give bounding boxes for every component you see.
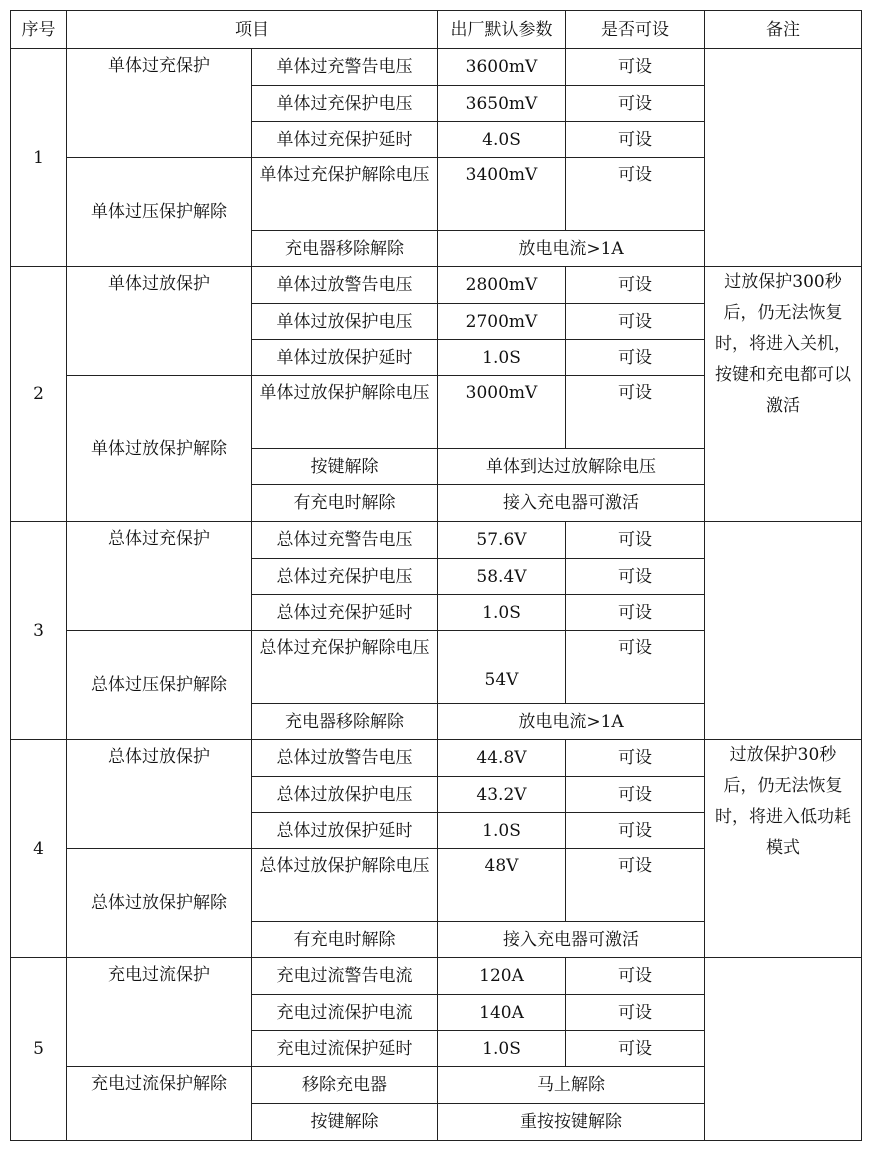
settable-flag: 可设 (566, 340, 705, 376)
param-name: 单体过充保护延时 (252, 122, 438, 158)
settable-flag: 可设 (566, 958, 705, 995)
param-name: 有充电时解除 (252, 922, 438, 958)
header-row (11, 11, 862, 49)
param-name: 总体过放保护解除电压 (252, 849, 438, 922)
param-value: 48V (438, 849, 566, 922)
header-settable: 是否可设 (566, 11, 705, 49)
param-value: 1.0S (438, 813, 566, 849)
header-default-value: 出厂默认参数 (438, 11, 566, 49)
param-value: 1.0S (438, 340, 566, 376)
settable-flag: 可设 (566, 849, 705, 922)
merged-value: 放电电流>1A (438, 231, 705, 267)
section-name: 单体过放保护 (67, 267, 252, 376)
param-value: 44.8V (438, 740, 566, 777)
section-name: 单体过充保护 (67, 49, 252, 158)
param-value: 3000mV (438, 376, 566, 449)
merged-value: 单体到达过放解除电压 (438, 449, 705, 485)
param-name: 单体过放保护电压 (252, 304, 438, 340)
group-number: 1 (11, 49, 67, 267)
settable-flag: 可设 (566, 813, 705, 849)
param-value: 43.2V (438, 777, 566, 813)
param-name: 充电器移除解除 (252, 704, 438, 740)
group-number: 2 (11, 267, 67, 522)
param-name: 单体过放警告电压 (252, 267, 438, 304)
param-name: 移除充电器 (252, 1067, 438, 1104)
table-row (11, 958, 862, 995)
section-name: 充电过流保护 (67, 958, 252, 1067)
settable-flag: 可设 (566, 49, 705, 86)
param-value: 3650mV (438, 86, 566, 122)
merged-value: 接入充电器可激活 (438, 485, 705, 522)
param-value: 140A (438, 995, 566, 1031)
param-name: 单体过放保护延时 (252, 340, 438, 376)
param-value: 57.6V (438, 522, 566, 559)
section-name: 充电过流保护解除 (67, 1067, 252, 1141)
settable-flag: 可设 (566, 559, 705, 595)
group-note (705, 958, 862, 1141)
merged-value: 马上解除 (438, 1067, 705, 1104)
table-row (11, 740, 862, 777)
merged-value: 重按按键解除 (438, 1104, 705, 1141)
param-name: 总体过放保护电压 (252, 777, 438, 813)
group-number: 4 (11, 740, 67, 958)
group-note (705, 522, 862, 740)
param-name: 充电过流保护电流 (252, 995, 438, 1031)
section-name: 总体过放保护 (67, 740, 252, 849)
section-name: 单体过压保护解除 (67, 158, 252, 267)
group-note (705, 49, 862, 267)
settable-flag: 可设 (566, 740, 705, 777)
header-note: 备注 (705, 11, 862, 49)
settable-flag: 可设 (566, 158, 705, 231)
param-value: 3600mV (438, 49, 566, 86)
param-name: 按键解除 (252, 1104, 438, 1141)
param-value: 2800mV (438, 267, 566, 304)
section-name: 总体过充保护 (67, 522, 252, 631)
table-row (11, 522, 862, 559)
settable-flag: 可设 (566, 304, 705, 340)
param-name: 充电过流警告电流 (252, 958, 438, 995)
settable-flag: 可设 (566, 595, 705, 631)
param-name: 充电过流保护延时 (252, 1031, 438, 1067)
group-note: 过放保护30秒后，仍无法恢复时，将进入低功耗模式 (705, 740, 862, 958)
settable-flag: 可设 (566, 122, 705, 158)
section-name: 总体过放保护解除 (67, 849, 252, 958)
param-value: 2700mV (438, 304, 566, 340)
param-name: 充电器移除解除 (252, 231, 438, 267)
group-note: 过放保护300秒后，仍无法恢复时，将进入关机，按键和充电都可以激活 (705, 267, 862, 522)
group-number: 3 (11, 522, 67, 740)
table-row (11, 49, 862, 86)
param-name: 有充电时解除 (252, 485, 438, 522)
merged-value: 放电电流>1A (438, 704, 705, 740)
table-row (11, 267, 862, 304)
settable-flag: 可设 (566, 995, 705, 1031)
param-name: 总体过充保护电压 (252, 559, 438, 595)
header-no: 序号 (11, 11, 67, 49)
param-name: 总体过放保护延时 (252, 813, 438, 849)
param-name: 单体过放保护解除电压 (252, 376, 438, 449)
settable-flag: 可设 (566, 86, 705, 122)
settable-flag: 可设 (566, 777, 705, 813)
param-value: 1.0S (438, 1031, 566, 1067)
settable-flag: 可设 (566, 631, 705, 704)
param-name: 总体过充保护延时 (252, 595, 438, 631)
section-name: 单体过放保护解除 (67, 376, 252, 522)
param-name: 单体过充保护电压 (252, 86, 438, 122)
settable-flag: 可设 (566, 522, 705, 559)
settable-flag: 可设 (566, 1031, 705, 1067)
param-name: 按键解除 (252, 449, 438, 485)
param-name: 单体过充保护解除电压 (252, 158, 438, 231)
param-name: 单体过充警告电压 (252, 49, 438, 86)
settable-flag: 可设 (566, 267, 705, 304)
param-name: 总体过充保护解除电压 (252, 631, 438, 704)
section-name: 总体过压保护解除 (67, 631, 252, 740)
header-item: 项目 (67, 11, 438, 49)
param-value: 4.0S (438, 122, 566, 158)
settable-flag: 可设 (566, 376, 705, 449)
param-value: 54V (438, 631, 566, 704)
param-name: 总体过充警告电压 (252, 522, 438, 559)
group-number: 5 (11, 958, 67, 1141)
param-value: 3400mV (438, 158, 566, 231)
merged-value: 接入充电器可激活 (438, 922, 705, 958)
protection-parameters-table (10, 10, 862, 1141)
param-value: 58.4V (438, 559, 566, 595)
param-name: 总体过放警告电压 (252, 740, 438, 777)
param-value: 120A (438, 958, 566, 995)
param-value: 1.0S (438, 595, 566, 631)
